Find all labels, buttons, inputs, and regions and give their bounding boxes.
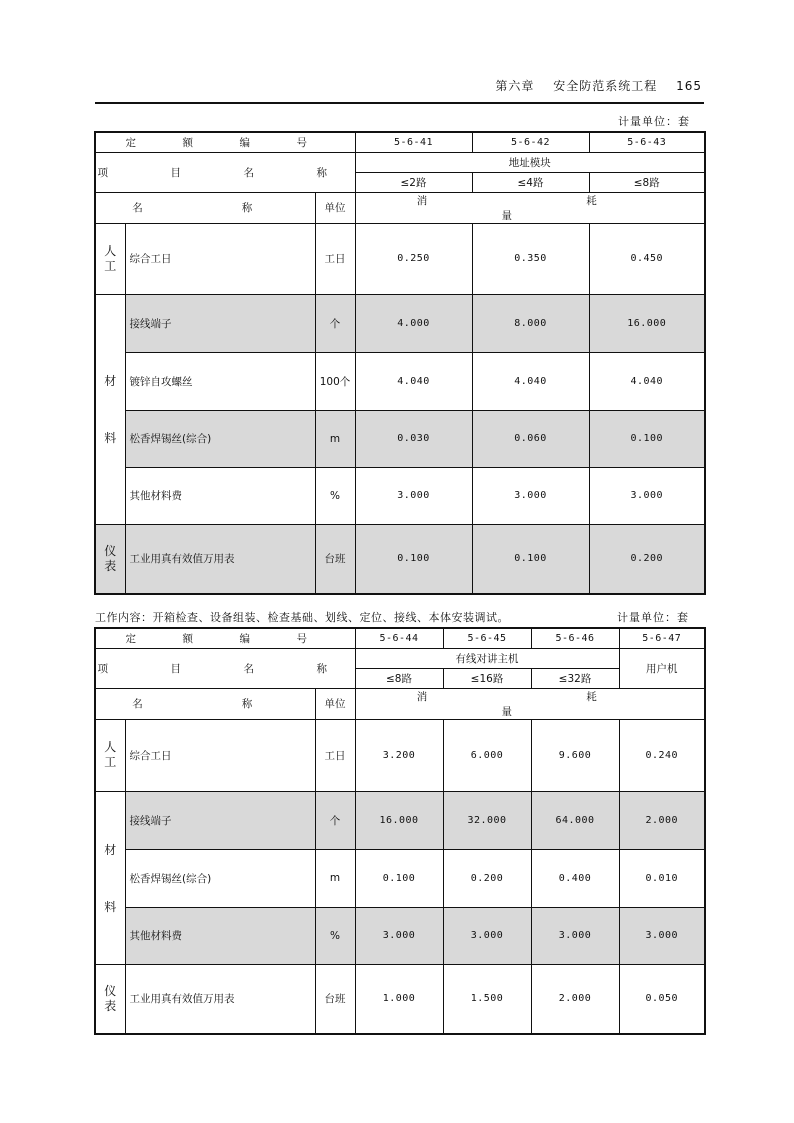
row-value: 0.060 bbox=[472, 410, 589, 467]
row-value: 4.040 bbox=[355, 352, 472, 410]
row-value: 4.040 bbox=[472, 352, 589, 410]
category-labor: 人 工 bbox=[95, 719, 125, 791]
row-value: 0.250 bbox=[355, 223, 472, 294]
work-content-note: 工作内容：开箱检查、设备组装、检查基础、划线、定位、接线、本体安装调试。 bbox=[95, 611, 509, 624]
row-value: 0.030 bbox=[355, 410, 472, 467]
row-value: 3.000 bbox=[355, 467, 472, 524]
row-name: 镀锌自攻螺丝 bbox=[125, 352, 315, 410]
row-value: 32.000 bbox=[443, 791, 531, 849]
row-value: 8.000 bbox=[472, 294, 589, 352]
table-row bbox=[95, 223, 705, 294]
table-row bbox=[95, 648, 705, 668]
row-name: 综合工日 bbox=[125, 719, 315, 791]
row-value: 6.000 bbox=[443, 719, 531, 791]
table-row bbox=[95, 849, 705, 907]
row-value: 16.000 bbox=[355, 791, 443, 849]
row-value: 0.100 bbox=[355, 524, 472, 594]
sub-header: ≤2路 bbox=[355, 172, 472, 192]
category-labor: 人 工 bbox=[95, 223, 125, 294]
code-label: 定 额 编 号 bbox=[95, 628, 355, 648]
table-row bbox=[95, 719, 705, 791]
row-value: 3.000 bbox=[619, 907, 705, 964]
table-row bbox=[95, 192, 705, 223]
code-cell: 5-6-45 bbox=[443, 628, 531, 648]
consumption-label: 消 耗 量 bbox=[355, 688, 705, 719]
table-row bbox=[95, 467, 705, 524]
chapter-label: 第六章 bbox=[495, 79, 535, 93]
table-row bbox=[95, 688, 705, 719]
row-value: 2.000 bbox=[619, 791, 705, 849]
row-unit: 个 bbox=[315, 791, 355, 849]
row-value: 64.000 bbox=[531, 791, 619, 849]
quota-table-2 bbox=[94, 627, 756, 1035]
name-label: 名 称 bbox=[95, 688, 315, 719]
category-instrument: 仪 表 bbox=[95, 964, 125, 1034]
item-name-label: 项 目 名 称 bbox=[95, 152, 355, 192]
page-number: 165 bbox=[676, 79, 702, 93]
row-value: 9.600 bbox=[531, 719, 619, 791]
row-unit: % bbox=[315, 907, 355, 964]
row-value: 0.350 bbox=[472, 223, 589, 294]
row-value: 3.000 bbox=[589, 467, 705, 524]
row-name: 综合工日 bbox=[125, 223, 315, 294]
row-value: 3.200 bbox=[355, 719, 443, 791]
table2-unit-note: 计量单位：套 bbox=[617, 611, 689, 624]
table-row bbox=[95, 132, 705, 152]
row-name: 其他材料费 bbox=[125, 907, 315, 964]
table-row bbox=[95, 628, 705, 648]
sub-header: ≤4路 bbox=[472, 172, 589, 192]
row-value: 1.000 bbox=[355, 964, 443, 1034]
table-row bbox=[95, 791, 705, 849]
table-row bbox=[95, 294, 705, 352]
row-value: 0.240 bbox=[619, 719, 705, 791]
code-cell: 5-6-41 bbox=[355, 132, 472, 152]
chapter-title: 安全防范系统工程 bbox=[553, 79, 658, 93]
row-unit: 工日 bbox=[315, 223, 355, 294]
row-value: 16.000 bbox=[589, 294, 705, 352]
row-unit: 台班 bbox=[315, 524, 355, 594]
row-value: 0.100 bbox=[472, 524, 589, 594]
row-unit: m bbox=[315, 410, 355, 467]
row-unit: 100个 bbox=[315, 352, 355, 410]
group-title: 有线对讲主机 bbox=[355, 648, 619, 668]
header-text bbox=[481, 77, 702, 94]
category-instrument: 仪 表 bbox=[95, 524, 125, 594]
row-unit: 工日 bbox=[315, 719, 355, 791]
group-title: 地址模块 bbox=[355, 152, 705, 172]
row-value: 4.040 bbox=[589, 352, 705, 410]
table-row bbox=[95, 352, 705, 410]
row-name: 松香焊锡丝(综合) bbox=[125, 849, 315, 907]
row-value: 3.000 bbox=[443, 907, 531, 964]
sub-header: ≤8路 bbox=[355, 668, 443, 688]
name-label: 名 称 bbox=[95, 192, 315, 223]
row-unit: m bbox=[315, 849, 355, 907]
table-row bbox=[95, 410, 705, 467]
quota-table-1 bbox=[94, 131, 756, 595]
row-unit: % bbox=[315, 467, 355, 524]
row-value: 4.000 bbox=[355, 294, 472, 352]
code-cell: 5-6-43 bbox=[589, 132, 705, 152]
row-name: 工业用真有效值万用表 bbox=[125, 964, 315, 1034]
row-value: 0.100 bbox=[355, 849, 443, 907]
row-value: 3.000 bbox=[355, 907, 443, 964]
code-cell: 5-6-46 bbox=[531, 628, 619, 648]
row-value: 0.010 bbox=[619, 849, 705, 907]
row-value: 0.100 bbox=[589, 410, 705, 467]
row-unit: 个 bbox=[315, 294, 355, 352]
code-cell: 5-6-42 bbox=[472, 132, 589, 152]
row-value: 0.050 bbox=[619, 964, 705, 1034]
row-name: 接线端子 bbox=[125, 791, 315, 849]
category-material: 材 料 bbox=[95, 791, 125, 964]
row-value: 3.000 bbox=[531, 907, 619, 964]
row-name: 接线端子 bbox=[125, 294, 315, 352]
item-name-label: 项 目 名 称 bbox=[95, 648, 355, 688]
unit-label: 单位 bbox=[315, 192, 355, 223]
extra-column-header: 用户机 bbox=[619, 648, 705, 688]
code-label: 定 额 编 号 bbox=[95, 132, 355, 152]
row-value: 2.000 bbox=[531, 964, 619, 1034]
consumption-label: 消 耗 量 bbox=[355, 192, 705, 223]
page-header bbox=[95, 72, 704, 104]
row-name: 其他材料费 bbox=[125, 467, 315, 524]
row-name: 松香焊锡丝(综合) bbox=[125, 410, 315, 467]
sub-header: ≤32路 bbox=[531, 668, 619, 688]
table-row bbox=[95, 524, 705, 594]
table-row bbox=[95, 152, 705, 172]
row-value: 3.000 bbox=[472, 467, 589, 524]
code-cell: 5-6-44 bbox=[355, 628, 443, 648]
category-material: 材 料 bbox=[95, 294, 125, 524]
row-value: 1.500 bbox=[443, 964, 531, 1034]
row-value: 0.200 bbox=[589, 524, 705, 594]
row-value: 0.450 bbox=[589, 223, 705, 294]
row-unit: 台班 bbox=[315, 964, 355, 1034]
table-row bbox=[95, 907, 705, 964]
code-cell: 5-6-47 bbox=[619, 628, 705, 648]
sub-header: ≤16路 bbox=[443, 668, 531, 688]
table-row bbox=[95, 964, 705, 1034]
table1-unit-note: 计量单位：套 bbox=[618, 115, 690, 128]
row-value: 0.200 bbox=[443, 849, 531, 907]
unit-label: 单位 bbox=[315, 688, 355, 719]
sub-header: ≤8路 bbox=[589, 172, 705, 192]
row-name: 工业用真有效值万用表 bbox=[125, 524, 315, 594]
row-value: 0.400 bbox=[531, 849, 619, 907]
